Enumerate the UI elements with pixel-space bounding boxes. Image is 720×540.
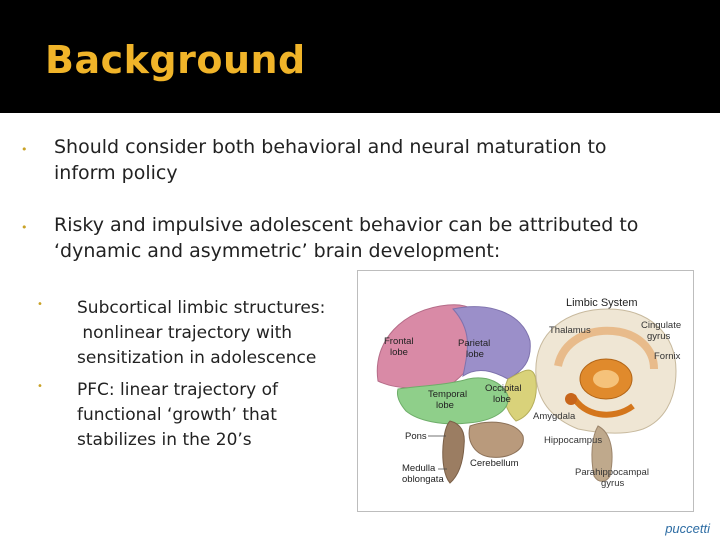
brain-diagram-svg: [358, 271, 693, 511]
slide-title: Background: [45, 38, 306, 82]
sub-bullet-2-line-1: PFC: linear trajectory of: [77, 380, 279, 400]
label-pons: Pons: [405, 431, 427, 442]
sub-bullet-icon: •: [37, 381, 43, 392]
label-frontal-1: Frontal: [384, 336, 414, 347]
sub-bullet-1-line-1: Subcortical limbic structures:: [77, 298, 326, 318]
bullet-1-line-2: inform policy: [54, 162, 178, 184]
amygdala-shape: [565, 393, 577, 405]
bullet-2-line-2: ‘dynamic and asymmetric’ brain development:: [54, 240, 501, 262]
sub-bullet-2-line-2: functional ‘growth’ that: [77, 405, 277, 425]
brain-diagram-figure: [357, 270, 694, 512]
label-amygdala: Amygdala: [533, 411, 576, 422]
limbic-system-title: Limbic System: [566, 297, 638, 309]
bullet-icon: •: [21, 143, 28, 156]
label-parahippocampal-2: gyrus: [601, 478, 625, 489]
label-fornix: Fornix: [654, 351, 681, 362]
label-frontal-2: lobe: [390, 347, 408, 358]
label-occipital-1: Occipital: [485, 383, 522, 394]
label-temporal-2: lobe: [436, 400, 454, 411]
bullet-icon: •: [21, 221, 28, 234]
label-medulla-1: Medulla: [402, 463, 436, 474]
label-medulla-2: oblongata: [402, 474, 444, 485]
label-hippocampus: Hippocampus: [544, 435, 603, 446]
footer-credit: puccetti: [665, 521, 710, 536]
sub-bullet-2-line-3: stabilizes in the 20’s: [77, 430, 252, 450]
cerebellum-shape: [469, 422, 523, 457]
bullet-2-line-1: Risky and impulsive adolescent behavior can be attributed to: [54, 214, 639, 236]
label-cingulate-1: Cingulate: [641, 320, 682, 331]
bullet-1-line-1: Should consider both behavioral and neural maturation to: [54, 136, 607, 158]
sub-bullet-1-line-3: sensitization in adolescence: [77, 348, 317, 368]
label-temporal-1: Temporal: [428, 389, 468, 400]
sub-bullet-icon: •: [37, 299, 43, 310]
sub-bullet-1-line-2: nonlinear trajectory with: [77, 323, 293, 343]
label-parietal-2: lobe: [466, 349, 484, 360]
label-parahippocampal-1: Parahippocampal: [575, 467, 649, 478]
label-cingulate-2: gyrus: [647, 331, 671, 342]
title-bar: [0, 0, 720, 113]
label-occipital-2: lobe: [493, 394, 511, 405]
label-thalamus: Thalamus: [549, 325, 591, 336]
brainstem-shape: [443, 421, 465, 483]
label-parietal-1: Parietal: [458, 338, 491, 349]
label-cerebellum: Cerebellum: [470, 458, 519, 469]
